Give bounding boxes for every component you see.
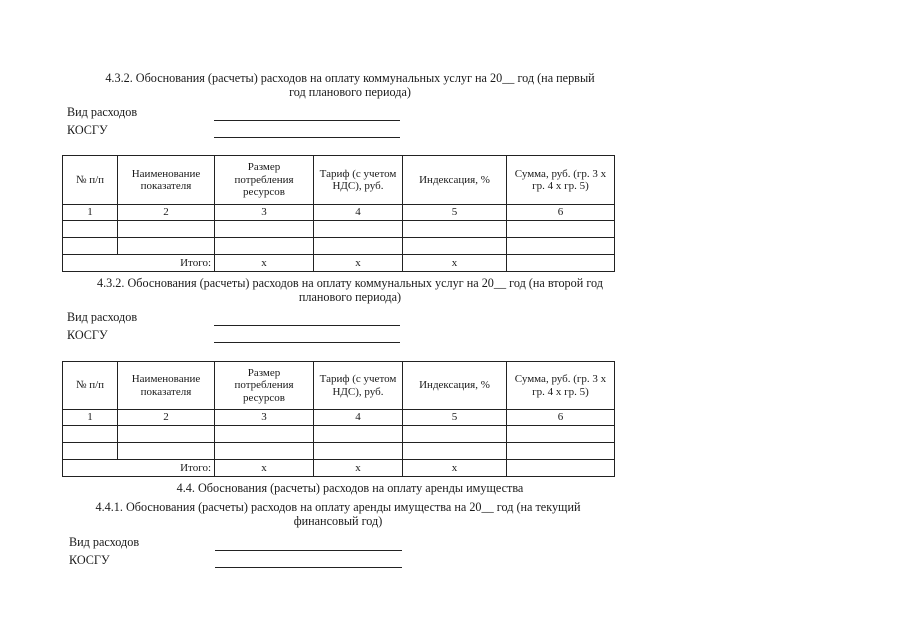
header-cell: Тариф (с учетом НДС), руб. bbox=[314, 362, 403, 410]
section2-heading bbox=[60, 276, 640, 304]
number-cell: 1 bbox=[63, 205, 118, 221]
section1-vid-label: Вид расходов bbox=[67, 105, 138, 119]
number-cell: 6 bbox=[507, 205, 615, 221]
itogo-label: Итого: bbox=[118, 255, 215, 272]
header-cell: Тариф (с учетом НДС), руб. bbox=[314, 156, 403, 205]
empty-cell[interactable] bbox=[215, 426, 314, 443]
number-cell: 5 bbox=[403, 410, 507, 426]
empty-cell[interactable] bbox=[403, 443, 507, 460]
itogo-sum-cell[interactable] bbox=[507, 460, 615, 477]
section4-heading-line1: 4.4.1. Обоснования (расчеты) расходов на оплату аренды имущества на 20__ год (на текущий bbox=[95, 500, 581, 514]
section1-heading-line2: год планового периода) bbox=[289, 85, 411, 99]
number-cell: 1 bbox=[63, 410, 118, 426]
number-cell: 6 bbox=[507, 410, 615, 426]
empty-cell[interactable] bbox=[63, 221, 118, 238]
empty-cell[interactable] bbox=[507, 238, 615, 255]
table-number-row bbox=[63, 410, 615, 426]
empty-cell[interactable] bbox=[507, 443, 615, 460]
header-cell: Наименование показателя bbox=[118, 156, 215, 205]
number-cell: 2 bbox=[118, 205, 215, 221]
section2-vid-input-line[interactable] bbox=[214, 325, 400, 326]
table-itogo-row bbox=[63, 460, 615, 477]
empty-cell[interactable] bbox=[215, 443, 314, 460]
itogo-cell: х bbox=[314, 460, 403, 477]
empty-cell[interactable] bbox=[403, 221, 507, 238]
section4-vid-input-line[interactable] bbox=[215, 550, 402, 551]
header-cell: Сумма, руб. (гр. 3 х гр. 4 х гр. 5) bbox=[507, 156, 615, 205]
table-header-row bbox=[63, 156, 615, 205]
number-cell: 4 bbox=[314, 205, 403, 221]
header-cell: Индексация, % bbox=[403, 156, 507, 205]
empty-cell bbox=[63, 255, 118, 272]
itogo-cell: х bbox=[215, 460, 314, 477]
section2-vid-label: Вид расходов bbox=[67, 310, 138, 324]
empty-cell[interactable] bbox=[63, 443, 118, 460]
section4-heading bbox=[48, 500, 628, 528]
itogo-cell: х bbox=[403, 255, 507, 272]
empty-cell[interactable] bbox=[314, 443, 403, 460]
section1-kosgu-input-line[interactable] bbox=[214, 137, 400, 138]
section2-kosgu-label: КОСГУ bbox=[67, 328, 108, 342]
itogo-cell: х bbox=[403, 460, 507, 477]
section1-kosgu-label: КОСГУ bbox=[67, 123, 108, 137]
header-cell: Размер потребления ресурсов bbox=[215, 156, 314, 205]
empty-cell[interactable] bbox=[63, 238, 118, 255]
section4-heading-line2: финансовый год) bbox=[293, 514, 383, 528]
section2-heading-line1: 4.3.2. Обоснования (расчеты) расходов на оплату коммунальных услуг на 20__ год (на второй год bbox=[97, 276, 603, 290]
header-cell: Наименование показателя bbox=[118, 362, 215, 410]
section1-heading bbox=[60, 71, 640, 99]
header-cell: Сумма, руб. (гр. 3 х гр. 4 х гр. 5) bbox=[507, 362, 615, 410]
itogo-sum-cell[interactable] bbox=[507, 255, 615, 272]
itogo-cell: х bbox=[314, 255, 403, 272]
section1-heading-line1: 4.3.2. Обоснования (расчеты) расходов на оплату коммунальных услуг на 20__ год (на первый bbox=[105, 71, 595, 85]
empty-cell[interactable] bbox=[403, 238, 507, 255]
empty-cell[interactable] bbox=[314, 221, 403, 238]
section3-heading bbox=[60, 481, 640, 495]
section1-table bbox=[62, 155, 615, 272]
empty-cell[interactable] bbox=[215, 238, 314, 255]
empty-cell[interactable] bbox=[403, 426, 507, 443]
empty-cell[interactable] bbox=[118, 221, 215, 238]
empty-cell[interactable] bbox=[314, 426, 403, 443]
header-cell: № п/п bbox=[63, 362, 118, 410]
section4-kosgu-label: КОСГУ bbox=[69, 553, 110, 567]
section2-kosgu-input-line[interactable] bbox=[214, 342, 400, 343]
section2-table bbox=[62, 361, 615, 477]
header-cell: Индексация, % bbox=[403, 362, 507, 410]
number-cell: 4 bbox=[314, 410, 403, 426]
header-cell: № п/п bbox=[63, 156, 118, 205]
table-itogo-row bbox=[63, 255, 615, 272]
table-row bbox=[63, 238, 615, 255]
empty-cell[interactable] bbox=[63, 426, 118, 443]
section4-kosgu-input-line[interactable] bbox=[215, 567, 402, 568]
section3-heading-text: 4.4. Обоснования (расчеты) расходов на оплату аренды имущества bbox=[176, 481, 524, 495]
number-cell: 3 bbox=[215, 205, 314, 221]
itogo-label: Итого: bbox=[118, 460, 215, 477]
section1-vid-input-line[interactable] bbox=[214, 120, 400, 121]
section2-heading-line2: планового периода) bbox=[298, 290, 402, 304]
table-row bbox=[63, 426, 615, 443]
section4-vid-label: Вид расходов bbox=[69, 535, 140, 549]
table-number-row bbox=[63, 205, 615, 221]
empty-cell[interactable] bbox=[118, 426, 215, 443]
empty-cell bbox=[63, 460, 118, 477]
empty-cell[interactable] bbox=[507, 426, 615, 443]
empty-cell[interactable] bbox=[507, 221, 615, 238]
table-header-row bbox=[63, 362, 615, 410]
table-row bbox=[63, 443, 615, 460]
header-cell: Размер потребления ресурсов bbox=[215, 362, 314, 410]
empty-cell[interactable] bbox=[118, 443, 215, 460]
number-cell: 5 bbox=[403, 205, 507, 221]
empty-cell[interactable] bbox=[215, 221, 314, 238]
empty-cell[interactable] bbox=[314, 238, 403, 255]
empty-cell[interactable] bbox=[118, 238, 215, 255]
number-cell: 2 bbox=[118, 410, 215, 426]
table-row bbox=[63, 221, 615, 238]
number-cell: 3 bbox=[215, 410, 314, 426]
itogo-cell: х bbox=[215, 255, 314, 272]
